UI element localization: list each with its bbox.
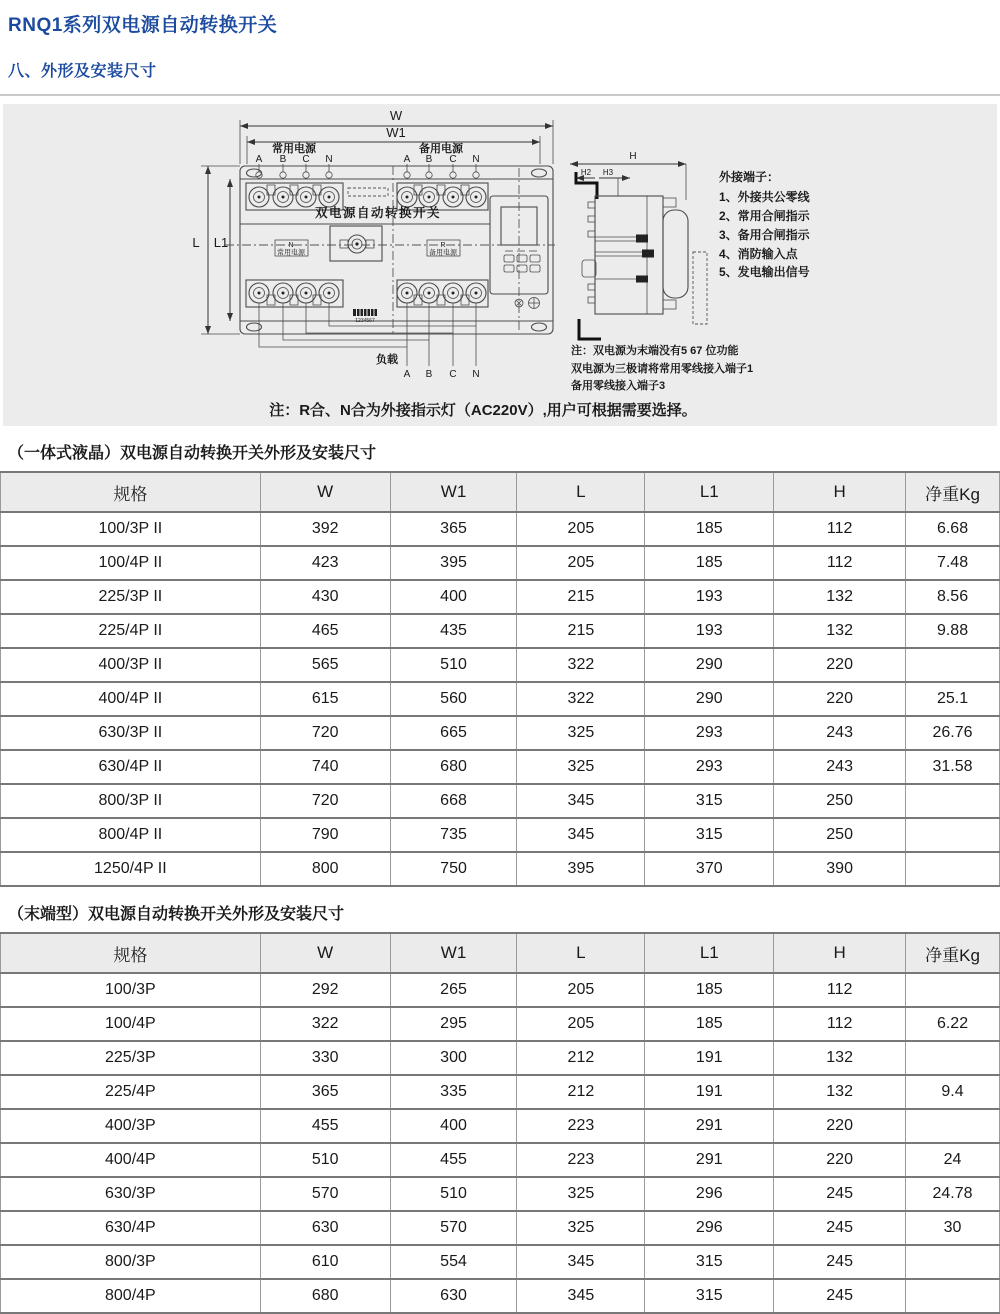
dimensions-table-terminal	[0, 932, 1000, 1314]
flange-screws	[256, 172, 479, 178]
value-cell: 315	[645, 818, 774, 852]
value-cell: 31.58	[906, 750, 1000, 784]
column-header: L	[517, 933, 645, 973]
dim-w-label: W	[389, 108, 403, 123]
datasheet-page	[0, 10, 1000, 1304]
dim-h3-label: H3	[602, 168, 614, 177]
value-cell: 7.48	[906, 546, 1000, 580]
value-cell: 191	[645, 1075, 774, 1109]
value-cell: 185	[645, 973, 774, 1007]
value-cell: 395	[517, 852, 645, 886]
table-row	[1, 1177, 1000, 1211]
backup-box-label: 备用电源	[429, 249, 457, 257]
value-cell: 24.78	[906, 1177, 1000, 1211]
spec-cell: 225/4P	[1, 1075, 261, 1109]
value-cell: 510	[390, 648, 517, 682]
front-view	[225, 141, 555, 380]
column-header: W	[260, 472, 390, 512]
spec-cell: 100/4P II	[1, 546, 261, 580]
value-cell: 680	[390, 750, 517, 784]
value-cell: 193	[645, 580, 774, 614]
column-header: 规格	[1, 472, 261, 512]
normal-box-label: 常用电源	[277, 249, 305, 257]
section-heading: 八、外形及安装尺寸	[8, 63, 157, 80]
value-cell: 112	[774, 973, 906, 1007]
top-terminals	[249, 187, 486, 207]
width-dimensions	[240, 108, 553, 164]
table-row	[1, 512, 1000, 546]
column-header: L	[517, 472, 645, 512]
value-cell: 735	[390, 818, 517, 852]
column-header: 规格	[1, 933, 261, 973]
value-cell: 9.4	[906, 1075, 1000, 1109]
value-cell: 345	[517, 1279, 645, 1313]
value-cell: 630	[260, 1211, 390, 1245]
value-cell: 615	[260, 682, 390, 716]
value-cell: 570	[390, 1211, 517, 1245]
value-cell: 185	[645, 512, 774, 546]
table-row	[1, 1007, 1000, 1041]
spec-cell: 1250/4P II	[1, 852, 261, 886]
value-cell: 395	[390, 546, 517, 580]
phase-a: A	[255, 154, 263, 165]
phase-b: B	[279, 154, 287, 165]
spec-cell: 630/3P II	[1, 716, 261, 750]
spec-cell: 630/3P	[1, 1177, 261, 1211]
value-cell: 25.1	[906, 682, 1000, 716]
column-header: 净重Kg	[906, 472, 1000, 512]
terminal-legend-item: 3、备用合闸指示	[719, 228, 810, 242]
terminal-legend-item: 5、发电输出信号	[719, 265, 810, 279]
spec-cell: 800/4P	[1, 1279, 261, 1313]
side-terminals	[582, 202, 596, 303]
value-cell: 6.68	[906, 512, 1000, 546]
value-cell: 245	[774, 1279, 906, 1313]
column-header: L1	[645, 472, 774, 512]
table-row	[1, 1075, 1000, 1109]
terminal-legend-item: 2、常用合闸指示	[719, 209, 810, 223]
value-cell: 322	[517, 682, 645, 716]
value-cell: 185	[645, 1007, 774, 1041]
dimension-diagram-svg	[3, 104, 997, 426]
value-cell: 223	[517, 1109, 645, 1143]
phase-c: C	[449, 369, 457, 380]
value-cell: 423	[260, 546, 390, 580]
table-row	[1, 546, 1000, 580]
value-cell	[906, 1109, 1000, 1143]
side-note	[571, 343, 753, 392]
value-cell: 392	[260, 512, 390, 546]
value-cell: 668	[390, 784, 517, 818]
value-cell: 570	[260, 1177, 390, 1211]
normal-box-n: N	[288, 242, 294, 249]
value-cell: 296	[645, 1177, 774, 1211]
column-header: H	[774, 472, 906, 512]
value-cell: 292	[260, 973, 390, 1007]
value-cell: 665	[390, 716, 517, 750]
value-cell: 365	[260, 1075, 390, 1109]
value-cell: 191	[645, 1041, 774, 1075]
value-cell: 510	[390, 1177, 517, 1211]
phase-a: A	[403, 154, 411, 165]
normal-indicator-box	[275, 240, 308, 257]
value-cell: 8.56	[906, 580, 1000, 614]
value-cell: 220	[774, 648, 906, 682]
value-cell: 330	[260, 1041, 390, 1075]
value-cell: 132	[774, 580, 906, 614]
side-view	[570, 151, 707, 339]
value-cell: 291	[645, 1109, 774, 1143]
value-cell: 720	[260, 716, 390, 750]
value-cell: 720	[260, 784, 390, 818]
value-cell: 112	[774, 512, 906, 546]
value-cell: 132	[774, 1041, 906, 1075]
table-row	[1, 973, 1000, 1007]
column-header: 净重Kg	[906, 933, 1000, 973]
value-cell: 220	[774, 1143, 906, 1177]
value-cell: 390	[774, 852, 906, 886]
value-cell: 630	[390, 1279, 517, 1313]
dim-w1-label: W1	[386, 125, 406, 140]
device-title: 双电源自动转换开关	[314, 206, 442, 220]
terminal-legend-title: 外接端子：	[719, 170, 780, 184]
column-header: L1	[645, 933, 774, 973]
terminal-legend	[719, 169, 811, 279]
table-row	[1, 648, 1000, 682]
table-row	[1, 1279, 1000, 1313]
value-cell: 132	[774, 614, 906, 648]
value-cell: 400	[390, 1109, 517, 1143]
value-cell	[906, 973, 1000, 1007]
spec-cell: 100/4P	[1, 1007, 261, 1041]
table-header-row	[1, 472, 1000, 512]
terminal-legend-item: 4、消防输入点	[719, 247, 798, 261]
bottom-note: 注：R合、N合为外接指示灯（AC220V）,用户可根据需要选择。	[269, 402, 697, 419]
value-cell: 9.88	[906, 614, 1000, 648]
spec-cell: 400/3P	[1, 1109, 261, 1143]
value-cell: 245	[774, 1245, 906, 1279]
value-cell: 205	[517, 546, 645, 580]
value-cell: 315	[645, 1245, 774, 1279]
backup-indicator-box	[427, 240, 460, 257]
phase-n: N	[325, 154, 333, 165]
side-bulge	[663, 210, 688, 298]
dimension-diagram	[3, 104, 997, 426]
incoming-wire-bottom	[579, 319, 601, 339]
value-cell: 185	[645, 546, 774, 580]
value-cell: 290	[645, 682, 774, 716]
panel-screws	[515, 298, 540, 309]
value-cell: 112	[774, 546, 906, 580]
value-cell: 370	[645, 852, 774, 886]
spec-cell: 400/4P II	[1, 682, 261, 716]
value-cell: 560	[390, 682, 517, 716]
name-plate	[348, 188, 388, 196]
spec-cell: 630/4P II	[1, 750, 261, 784]
column-header: W	[260, 933, 390, 973]
phase-leads	[259, 164, 476, 172]
value-cell: 465	[260, 614, 390, 648]
value-cell: 291	[645, 1143, 774, 1177]
spec-cell: 800/4P II	[1, 818, 261, 852]
optional-accessory-outline	[693, 252, 707, 324]
value-cell: 740	[260, 750, 390, 784]
spec-cell: 225/3P	[1, 1041, 261, 1075]
table-row	[1, 1143, 1000, 1177]
value-cell: 26.76	[906, 716, 1000, 750]
bottom-terminal-blocks	[246, 280, 488, 307]
phase-a: A	[403, 369, 411, 380]
value-cell: 215	[517, 580, 645, 614]
backup-box-r: R	[440, 242, 446, 249]
load-label: 负载	[376, 354, 398, 366]
spec-cell: 100/3P II	[1, 512, 261, 546]
side-note-line: 备用零线接入端子3	[571, 380, 666, 392]
value-cell: 325	[517, 750, 645, 784]
value-cell: 322	[260, 1007, 390, 1041]
side-note-line: 双电源为三极请将常用零线接入端子1	[571, 363, 754, 375]
value-cell: 250	[774, 784, 906, 818]
aux-terminal-strip	[353, 309, 377, 324]
spec-cell: 800/3P II	[1, 784, 261, 818]
table-row	[1, 614, 1000, 648]
table2-caption: （末端型）双电源自动转换开关外形及安装尺寸	[8, 906, 345, 923]
dim-h-label: H	[629, 151, 637, 162]
keypad	[504, 251, 540, 272]
value-cell: 325	[517, 716, 645, 750]
strip-label: 1234567	[355, 318, 375, 324]
value-cell	[906, 818, 1000, 852]
height-dimensions	[192, 166, 240, 334]
column-header: W1	[390, 933, 517, 973]
table-row	[1, 1109, 1000, 1143]
backup-power-label: 备用电源	[419, 143, 463, 155]
value-cell: 250	[774, 818, 906, 852]
value-cell	[906, 648, 1000, 682]
value-cell: 212	[517, 1075, 645, 1109]
column-header: H	[774, 933, 906, 973]
value-cell: 455	[390, 1143, 517, 1177]
table-row	[1, 818, 1000, 852]
phase-c: C	[302, 154, 310, 165]
manual-knob	[330, 226, 382, 261]
spec-cell: 225/4P II	[1, 614, 261, 648]
table-row	[1, 580, 1000, 614]
value-cell: 243	[774, 750, 906, 784]
value-cell: 205	[517, 973, 645, 1007]
value-cell: 365	[390, 512, 517, 546]
value-cell: 132	[774, 1075, 906, 1109]
value-cell	[906, 1041, 1000, 1075]
value-cell: 554	[390, 1245, 517, 1279]
dimensions-table-lcd	[0, 471, 1000, 887]
value-cell: 800	[260, 852, 390, 886]
value-cell: 345	[517, 784, 645, 818]
divider	[0, 94, 1000, 96]
phase-b: B	[425, 369, 433, 380]
phase-n: N	[472, 154, 480, 165]
terminal-legend-item: 1、外接共公零线	[719, 190, 810, 204]
value-cell: 400	[390, 580, 517, 614]
value-cell: 565	[260, 648, 390, 682]
side-note-line: 注：双电源为末端没有5 67 位功能	[571, 345, 739, 357]
spec-cell: 800/3P	[1, 1245, 261, 1279]
value-cell: 325	[517, 1211, 645, 1245]
table-row	[1, 1245, 1000, 1279]
spec-cell: 100/3P	[1, 973, 261, 1007]
spec-cell: 225/3P II	[1, 580, 261, 614]
load-phase-labels	[404, 369, 480, 380]
value-cell	[906, 1279, 1000, 1313]
value-cell: 435	[390, 614, 517, 648]
dim-l1-label: L1	[213, 235, 229, 250]
bottom-terminals	[249, 283, 486, 303]
value-cell: 296	[645, 1211, 774, 1245]
phase-b: B	[425, 154, 433, 165]
value-cell: 750	[390, 852, 517, 886]
side-internal-lines	[595, 235, 654, 283]
table-row	[1, 1211, 1000, 1245]
table-row	[1, 784, 1000, 818]
table-row	[1, 716, 1000, 750]
spec-cell: 400/4P	[1, 1143, 261, 1177]
phase-labels-right	[404, 154, 480, 165]
value-cell: 610	[260, 1245, 390, 1279]
value-cell: 6.22	[906, 1007, 1000, 1041]
spec-cell: 400/3P II	[1, 648, 261, 682]
table-header-row	[1, 933, 1000, 973]
value-cell: 220	[774, 682, 906, 716]
value-cell: 205	[517, 1007, 645, 1041]
value-cell: 243	[774, 716, 906, 750]
phase-n: N	[472, 369, 480, 380]
value-cell: 30	[906, 1211, 1000, 1245]
value-cell: 322	[517, 648, 645, 682]
value-cell: 790	[260, 818, 390, 852]
value-cell: 112	[774, 1007, 906, 1041]
column-header: W1	[390, 472, 517, 512]
value-cell: 24	[906, 1143, 1000, 1177]
value-cell: 223	[517, 1143, 645, 1177]
value-cell: 315	[645, 784, 774, 818]
value-cell: 455	[260, 1109, 390, 1143]
value-cell: 205	[517, 512, 645, 546]
table-row	[1, 682, 1000, 716]
value-cell: 293	[645, 750, 774, 784]
value-cell: 430	[260, 580, 390, 614]
value-cell: 295	[390, 1007, 517, 1041]
value-cell: 193	[645, 614, 774, 648]
value-cell: 215	[517, 614, 645, 648]
value-cell: 345	[517, 1245, 645, 1279]
value-cell: 300	[390, 1041, 517, 1075]
value-cell: 510	[260, 1143, 390, 1177]
value-cell: 245	[774, 1211, 906, 1245]
value-cell: 290	[645, 648, 774, 682]
value-cell: 325	[517, 1177, 645, 1211]
table-row	[1, 852, 1000, 886]
table-row	[1, 1041, 1000, 1075]
table-row	[1, 750, 1000, 784]
value-cell: 335	[390, 1075, 517, 1109]
spec-cell: 630/4P	[1, 1211, 261, 1245]
value-cell	[906, 784, 1000, 818]
phase-c: C	[449, 154, 457, 165]
value-cell: 220	[774, 1109, 906, 1143]
value-cell: 345	[517, 818, 645, 852]
value-cell: 245	[774, 1177, 906, 1211]
dim-h2-label: H2	[580, 168, 592, 177]
value-cell: 680	[260, 1279, 390, 1313]
phase-labels-left	[256, 154, 333, 165]
value-cell: 315	[645, 1279, 774, 1313]
page-title: RNQ1系列双电源自动转换开关	[8, 15, 278, 36]
dim-l-label: L	[192, 235, 200, 250]
value-cell: 212	[517, 1041, 645, 1075]
value-cell	[906, 1245, 1000, 1279]
normal-power-label: 常用电源	[272, 143, 316, 155]
value-cell: 293	[645, 716, 774, 750]
table1-caption: （一体式液晶）双电源自动转换开关外形及安装尺寸	[8, 445, 377, 462]
value-cell	[906, 852, 1000, 886]
value-cell: 265	[390, 973, 517, 1007]
